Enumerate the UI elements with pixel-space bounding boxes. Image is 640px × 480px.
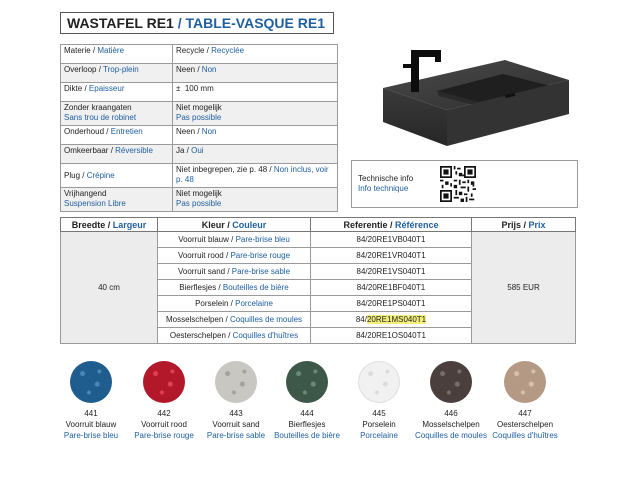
swatch-number: 444 xyxy=(300,409,314,418)
swatch-name-fr: Coquilles de moules xyxy=(414,431,488,440)
spec-key-nl: Dikte xyxy=(64,84,83,93)
spec-value-fr: Pas possible xyxy=(176,199,222,208)
swatch-number: 443 xyxy=(229,409,243,418)
spec-value-fr: Recyclée xyxy=(211,46,245,55)
swatch-color-disc xyxy=(215,361,257,403)
spec-row-material: Materie / Matière Recycle / Recyclée xyxy=(61,45,338,64)
table-row: Voorruit sand / Pare-brise sable 84/20RE1VS040T1 xyxy=(61,264,576,280)
swatch-color-disc xyxy=(504,361,546,403)
swatch-number: 446 xyxy=(444,409,458,418)
swatch-color-disc xyxy=(143,361,185,403)
spec-value-nl: ± 100 mm xyxy=(176,84,214,93)
spec-key-fr: Matière xyxy=(97,46,125,55)
spec-row-reversible: Omkeerbaar / Réversible Ja / Oui xyxy=(61,145,338,164)
header-reference: Referentie / Référence xyxy=(311,218,472,232)
swatch-number: 442 xyxy=(157,409,171,418)
spec-value-nl: Neen xyxy=(176,65,196,74)
swatch-name-fr: Coquilles d'huîtres xyxy=(492,431,558,440)
spec-key-fr: Trop-plein xyxy=(103,65,139,74)
spec-key-nl: Zonder kraangaten xyxy=(64,103,132,112)
swatch-number: 447 xyxy=(518,409,532,418)
highlighted-reference: 20RE1MS040T1 xyxy=(366,314,427,324)
swatch-name-fr: Porcelaine xyxy=(360,431,398,440)
qr-code-icon[interactable] xyxy=(440,166,476,202)
spec-key-nl: Materie xyxy=(64,46,91,55)
table-row: Mosselschelpen / Coquilles de moules 84/20RE1MS040T1 xyxy=(61,312,576,328)
swatch-color-disc xyxy=(430,361,472,403)
product-image xyxy=(355,36,575,154)
swatch-color-disc xyxy=(286,361,328,403)
spec-key-nl: Onderhoud xyxy=(64,127,105,136)
swatch-name-fr: Pare-brise sable xyxy=(206,431,266,440)
swatch-name-nl: Voorruit sand xyxy=(212,420,260,429)
swatch-name-nl: Oesterschelpen xyxy=(496,420,554,429)
swatch-447[interactable] xyxy=(477,361,573,441)
spec-value-nl: Niet mogelijk xyxy=(176,189,222,198)
spec-key-fr: Crépine xyxy=(86,170,115,180)
spec-key-nl: Vrijhangend xyxy=(64,189,107,198)
swatch-name-fr: Bouteilles de bière xyxy=(274,431,340,440)
price-value: 585 EUR xyxy=(472,232,576,344)
spec-row-wall-hung xyxy=(61,188,338,212)
title-separator: / xyxy=(173,15,186,31)
spec-value-nl: Neen xyxy=(176,127,196,136)
spec-value-nl: Niet mogelijk xyxy=(176,103,222,112)
swatch-number: 441 xyxy=(84,409,98,418)
table-row: Oesterschelpen / Coquilles d'huîtres 84/20RE1OS040T1 xyxy=(61,328,576,344)
reference-code: 84/20RE1VS040T1 xyxy=(311,264,472,280)
swatch-name-nl: Porselein xyxy=(362,420,396,429)
reference-code: 84/20RE1MS040T1 xyxy=(311,312,472,328)
reference-table xyxy=(60,217,576,344)
spec-row-thickness: Dikte / Epaisseur ± 100 mm xyxy=(61,83,338,102)
table-row: Voorruit rood / Pare-brise rouge 84/20RE1VR040T1 xyxy=(61,248,576,264)
spec-row-maintenance: Onderhoud / Entretien Neen / Non xyxy=(61,126,338,145)
reference-code: 84/20RE1OS040T1 xyxy=(311,328,472,344)
spec-key-fr: Sans trou de robinet xyxy=(64,113,137,122)
spec-value-nl: Niet inbegrepen, zie p. 48 xyxy=(176,165,268,174)
reference-code: 84/20RE1VB040T1 xyxy=(311,232,472,248)
spec-row-plug: Plug / Crépine Niet inbegrepen, zie p. 48 / Non inclus, voir p. 48 xyxy=(61,164,338,188)
table-row: 40 cm Voorruit blauw / Pare-brise bleu 84/20RE1VB040T1 585 EUR xyxy=(61,232,576,248)
spec-value-fr: Non xyxy=(201,65,217,74)
reference-code: 84/20RE1BF040T1 xyxy=(311,280,472,296)
reference-code: 84/20RE1VR040T1 xyxy=(311,248,472,264)
spec-key-fr: Entretien xyxy=(110,127,143,136)
spec-key-nl: Omkeerbaar xyxy=(64,146,109,155)
title-nl: WASTAFEL RE1 xyxy=(67,15,174,31)
table-row: Porselein / Porcelaine 84/20RE1PS040T1 xyxy=(61,296,576,312)
spec-table xyxy=(60,44,338,212)
spec-key-fr: Epaisseur xyxy=(88,84,125,93)
width-value: 40 cm xyxy=(61,232,158,344)
swatch-name-fr: Pare-brise rouge xyxy=(134,431,194,440)
spec-value-nl: Recycle xyxy=(176,46,205,55)
spec-key-nl: Overloop xyxy=(64,65,97,74)
spec-value-fr: Non inclus, voir p. 48 xyxy=(176,165,329,184)
header-width: Breedte / Largeur xyxy=(61,218,158,232)
swatch-number: 445 xyxy=(372,409,386,418)
tech-info-fr: Info technique xyxy=(358,184,409,193)
spec-row-no-tap-hole xyxy=(61,102,338,126)
spec-value-fr: Pas possible xyxy=(176,113,222,122)
reference-header-row xyxy=(61,218,576,232)
spec-key-fr: Réversible xyxy=(115,146,153,155)
header-price: Prijs / Prix xyxy=(472,218,576,232)
spec-key-nl: Plug xyxy=(64,170,81,180)
page-title xyxy=(60,12,334,34)
spec-value-fr: Oui xyxy=(191,146,204,155)
swatch-name-nl: Voorruit rood xyxy=(141,420,187,429)
swatch-name-nl: Mosselschelpen xyxy=(422,420,480,429)
reference-code: 84/20RE1PS040T1 xyxy=(311,296,472,312)
header-color: Kleur / Couleur xyxy=(158,218,311,232)
spec-value-nl: Ja xyxy=(176,146,185,155)
swatch-name-nl: Bierflesjes xyxy=(288,420,326,429)
tech-info-box xyxy=(351,160,578,208)
spec-row-overflow: Overloop / Trop-plein Neen / Non xyxy=(61,64,338,83)
swatch-color-disc xyxy=(70,361,112,403)
table-row: Bierflesjes / Bouteilles de bière 84/20RE1BF040T1 xyxy=(61,280,576,296)
spec-value-fr: Non xyxy=(201,127,217,136)
swatch-name-fr: Pare-brise bleu xyxy=(63,431,119,440)
swatch-name-nl: Voorruit blauw xyxy=(65,420,117,429)
swatch-color-disc xyxy=(358,361,400,403)
tech-info-nl: Technische info xyxy=(358,174,414,183)
spec-key-fr: Suspension Libre xyxy=(64,199,126,208)
title-fr: TABLE-VASQUE RE1 xyxy=(185,15,325,31)
